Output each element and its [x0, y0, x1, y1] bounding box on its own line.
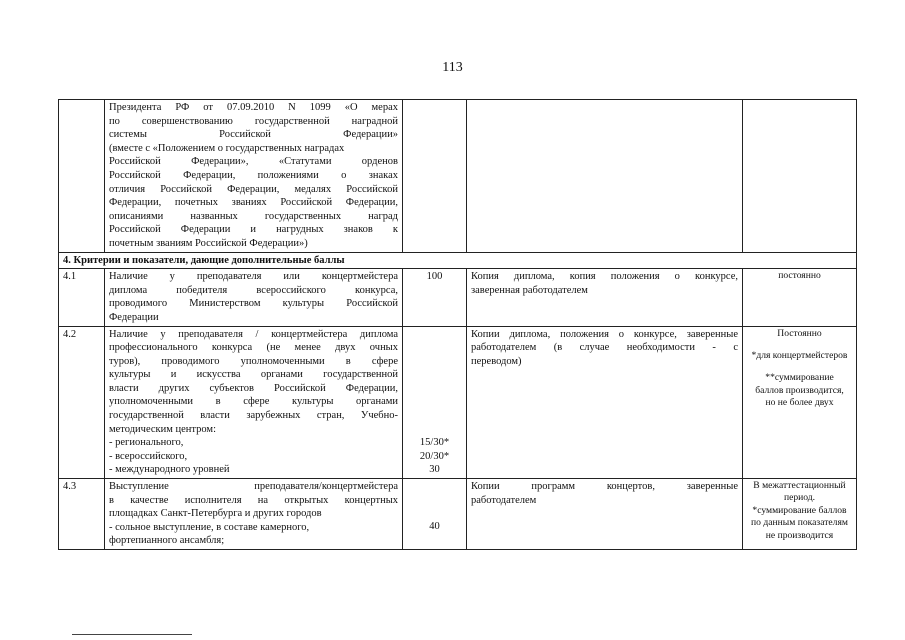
- table-row-4-2: [59, 326, 857, 479]
- cell-score: [403, 100, 467, 253]
- cell-notes: [743, 100, 857, 253]
- cell-docs: [467, 100, 743, 253]
- text-line: - всероссийского,: [109, 450, 188, 462]
- cell-notes: [743, 326, 857, 479]
- cell-criteria: [105, 326, 403, 479]
- note-line: но не более двух: [765, 397, 834, 409]
- text-line: почетным званиям Российской Федерации»): [109, 237, 308, 249]
- text-line: описаниями названных государственных наград: [109, 210, 398, 222]
- cell-score: [403, 479, 467, 550]
- text-line: уполномоченными в сфере культуры органами: [109, 396, 398, 408]
- text-line: фортепианного ансамбля;: [109, 535, 225, 547]
- text-line: профессионального конкурса (не менее двух очных: [109, 342, 398, 354]
- text-line: работодателем (в случае необходимости - с: [471, 342, 738, 354]
- note-line: *для концертмейстеров: [751, 349, 848, 361]
- text-line: работодателем: [471, 494, 537, 506]
- table-row-continuation: [59, 100, 857, 253]
- cell-docs: [467, 326, 743, 479]
- score-solo: 40: [429, 521, 440, 533]
- note-line: В межаттестационный: [753, 480, 846, 492]
- row-number: 4.2: [59, 326, 105, 479]
- text-line: (вместе с «Положением о государственных наградах: [109, 142, 345, 154]
- text-line: Президента РФ от 07.09.2010 N 1099 «О мерах: [109, 102, 398, 113]
- cell-docs: [467, 269, 743, 326]
- text-line: Российской Федерации и нагрудных знаков к: [109, 224, 398, 236]
- row-number: 4.1: [59, 269, 105, 326]
- text-line: Копии программ концертов, заверенные: [471, 481, 738, 493]
- text-line: Наличие у преподавателя / концертмейстера диплома: [109, 328, 398, 340]
- cell-criteria: [105, 269, 403, 326]
- text-line: отличия Российской Федерации, медалях Российской: [109, 183, 398, 195]
- note-line: *суммирование баллов: [752, 504, 847, 516]
- cell-notes: [743, 479, 857, 550]
- section-heading-row: [59, 252, 857, 269]
- note-line: постоянно: [778, 270, 821, 282]
- text-line: по совершенствованию государственной наградной: [109, 115, 398, 127]
- cell-docs: [467, 479, 743, 550]
- text-line: переводом): [471, 355, 522, 367]
- text-line: туров), проводимого уполномоченными в сфере: [109, 355, 398, 367]
- cell-criteria: [105, 479, 403, 550]
- text-line: Российской Федерации, положениями о знаках: [109, 169, 398, 181]
- text-line: Выступление преподавателя/концертмейстера: [109, 481, 398, 493]
- criteria-table: [58, 99, 857, 550]
- text-line: Федерации: [109, 311, 159, 323]
- text-line: государственной власти зарубежных стран, Учебно-: [109, 410, 398, 422]
- text-line: Российской Федерации», «Статутами орденов: [109, 156, 398, 168]
- text-line: культуры и искусства органами государственной: [109, 369, 398, 381]
- text-line: Наличие у преподавателя или концертмейстера: [109, 271, 398, 283]
- cell-notes: [743, 269, 857, 326]
- text-line: - регионального,: [109, 437, 184, 449]
- footer-divider: [72, 634, 192, 635]
- score-national: 20/30*: [419, 450, 450, 462]
- score-regional: 15/30*: [419, 437, 450, 449]
- cell-score: 100: [403, 269, 467, 326]
- text-line: диплома победителя всероссийского конкурса,: [109, 284, 398, 296]
- note-line: **суммирование: [765, 372, 834, 384]
- text-line: в качестве исполнителя на открытых концертных: [109, 494, 398, 506]
- cell-continuation-text: [105, 100, 403, 253]
- text-line: заверенная работодателем: [471, 284, 588, 296]
- text-line: площадках Санкт-Петербурга и других городов: [109, 508, 322, 520]
- table-row-4-3: [59, 479, 857, 550]
- note-line: по данным показателям: [751, 517, 848, 529]
- text-line: - международного уровней: [109, 464, 230, 476]
- text-line: системы Российской Федерации»: [109, 129, 398, 141]
- text-line: методическим центром:: [109, 423, 216, 435]
- cell-no: [59, 100, 105, 253]
- text-line: власти других субъектов Российской Федерации,: [109, 382, 398, 394]
- cell-score: [403, 326, 467, 479]
- table-row-4-1: [59, 269, 857, 326]
- page-number: 113: [442, 60, 463, 75]
- text-line: Копии диплома, положения о конкурсе, заверенные: [471, 328, 738, 340]
- note-line: период.: [783, 492, 816, 504]
- text-line: Федерации, почетных званиях Российской Федерации,: [109, 197, 398, 209]
- note-line: Постоянно: [777, 327, 822, 339]
- note-line: не производится: [765, 529, 834, 541]
- note-line: баллов производится,: [755, 384, 844, 396]
- score-international: 30: [429, 464, 440, 476]
- text-line: Копия диплома, копия положения о конкурсе,: [471, 271, 738, 283]
- section-heading: 4. Критерии и показатели, дающие дополнительные баллы: [59, 252, 857, 269]
- text-line: проводимого Министерством культуры Российской: [109, 298, 398, 310]
- row-number: 4.3: [59, 479, 105, 550]
- text-line: - сольное выступление, в составе камерного,: [109, 521, 310, 533]
